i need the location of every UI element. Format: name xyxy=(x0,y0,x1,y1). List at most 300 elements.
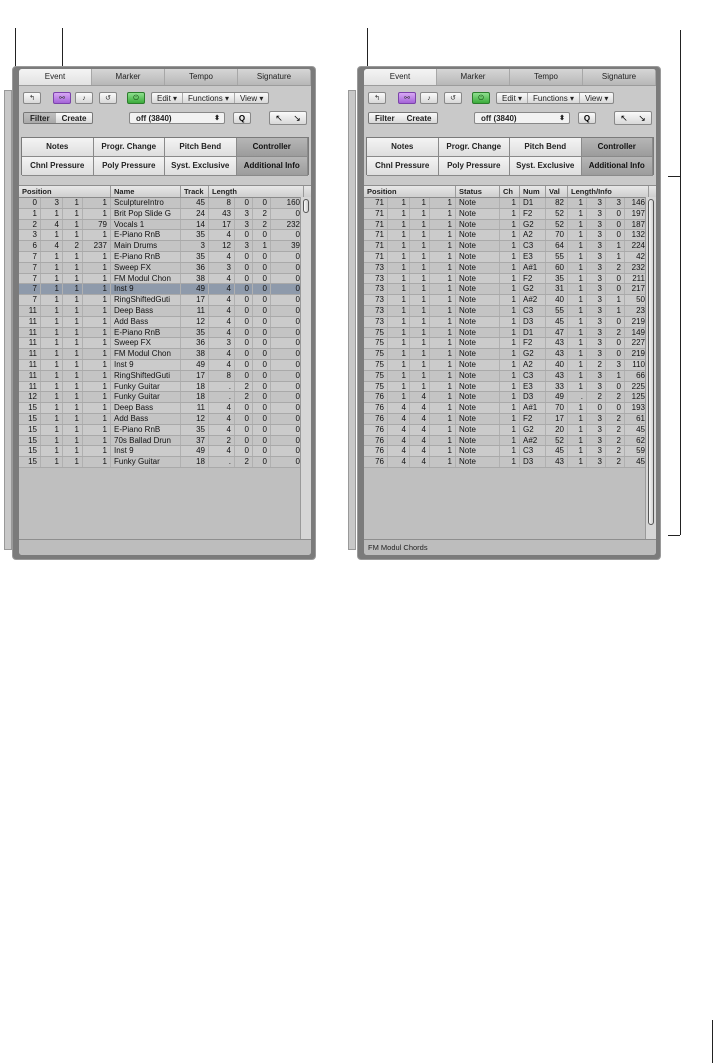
table-row[interactable] xyxy=(19,403,311,414)
len-bar: 4 xyxy=(209,403,235,413)
event-type-syst-exclusive[interactable]: Syst. Exclusive xyxy=(510,157,582,176)
quantize-dropdown[interactable] xyxy=(129,112,225,124)
functions-menu[interactable]: Functions ▾ xyxy=(183,93,235,103)
pos-div: 1 xyxy=(63,425,83,435)
col-position[interactable]: Position xyxy=(364,186,456,197)
pos-tick: 1 xyxy=(83,306,111,316)
len-div: 0 xyxy=(253,338,271,348)
link-button[interactable]: ⚯ xyxy=(53,92,71,104)
table-row[interactable] xyxy=(364,198,656,209)
event-type-poly-pressure[interactable]: Poly Pressure xyxy=(94,157,166,176)
col-status[interactable]: Status xyxy=(456,186,500,197)
len-bar: 8 xyxy=(209,198,235,208)
table-row[interactable] xyxy=(364,284,656,295)
len-div: 0 xyxy=(253,382,271,392)
track-cell: 11 xyxy=(181,306,209,316)
pos-bar: 11 xyxy=(19,306,41,316)
len-div: 0 xyxy=(606,338,625,348)
tab-event[interactable]: Event xyxy=(19,69,92,85)
pos-tick: 79 xyxy=(83,220,111,230)
len-beat: 3 xyxy=(587,446,606,456)
tab-signature[interactable]: Signature xyxy=(238,69,311,85)
pos-bar: 15 xyxy=(19,414,41,424)
len-bar: 1 xyxy=(568,198,587,208)
val-cell: 70 xyxy=(546,403,568,413)
event-type-chnl-pressure[interactable]: Chnl Pressure xyxy=(367,157,439,176)
len-div: 0 xyxy=(253,392,271,402)
table-row[interactable] xyxy=(364,457,656,468)
pos-div: 1 xyxy=(63,209,83,219)
len-div: 3 xyxy=(606,360,625,370)
filter-row xyxy=(364,109,656,127)
pos-tick: 1 xyxy=(430,446,456,456)
pos-tick: 1 xyxy=(83,284,111,294)
num-cell: C3 xyxy=(520,241,546,251)
tab-marker[interactable]: Marker xyxy=(92,69,165,85)
table-row[interactable] xyxy=(19,414,311,425)
len-div: 0 xyxy=(253,295,271,305)
pos-bar: 73 xyxy=(364,284,388,294)
pos-tick: 1 xyxy=(430,198,456,208)
col-val[interactable]: Val xyxy=(546,186,568,197)
pos-div: 1 xyxy=(63,457,83,467)
len-div: 1 xyxy=(606,252,625,262)
event-type-notes[interactable]: Notes xyxy=(22,138,94,157)
table-row[interactable] xyxy=(364,230,656,241)
table-row[interactable] xyxy=(19,241,311,252)
event-type-additional-info[interactable]: Additional Info xyxy=(237,157,309,176)
len-beat: 3 xyxy=(587,382,606,392)
pos-div: 1 xyxy=(63,436,83,446)
len-beat: 3 xyxy=(587,209,606,219)
len-bar: 1 xyxy=(568,446,587,456)
name-cell: Funky Guitar xyxy=(111,392,181,402)
pos-div: 4 xyxy=(410,425,430,435)
len-tick: 149 xyxy=(625,328,649,338)
len-tick: 0 xyxy=(271,338,304,348)
table-row[interactable] xyxy=(364,446,656,457)
pos-beat: 4 xyxy=(388,436,410,446)
table-row[interactable] xyxy=(364,414,656,425)
len-beat: 3 xyxy=(587,252,606,262)
len-div: 1 xyxy=(253,241,271,251)
table-row[interactable] xyxy=(364,252,656,263)
len-tick: 0 xyxy=(271,252,304,262)
table-row[interactable] xyxy=(19,220,311,231)
len-bar: 1 xyxy=(568,360,587,370)
len-tick: 0 xyxy=(271,457,304,467)
pos-div: 1 xyxy=(63,392,83,402)
pos-div: 1 xyxy=(410,317,430,327)
len-bar: 12 xyxy=(209,241,235,251)
len-beat: 0 xyxy=(235,230,253,240)
quantize-dropdown[interactable] xyxy=(474,112,570,124)
len-bar: 1 xyxy=(568,425,587,435)
pos-beat: 4 xyxy=(388,403,410,413)
event-list-panel-left xyxy=(12,66,316,560)
col-channel[interactable]: Ch xyxy=(500,186,520,197)
hierarchy-button[interactable]: ↰ xyxy=(368,92,386,104)
table-row[interactable] xyxy=(364,220,656,231)
table-row[interactable] xyxy=(364,360,656,371)
status-cell: Note xyxy=(456,230,500,240)
midi-in-button[interactable]: ⏻ xyxy=(127,92,145,104)
table-row[interactable] xyxy=(19,436,311,447)
event-type-pitch-bend[interactable]: Pitch Bend xyxy=(165,138,237,157)
table-row[interactable] xyxy=(19,382,311,393)
val-cell: 49 xyxy=(546,392,568,402)
name-cell: E-Piano RnB xyxy=(111,230,181,240)
len-tick: 0 xyxy=(271,317,304,327)
pos-beat: 1 xyxy=(41,446,63,456)
pos-tick: 1 xyxy=(83,252,111,262)
create-button[interactable]: Create xyxy=(401,113,438,123)
event-type-progr-change[interactable]: Progr. Change xyxy=(94,138,166,157)
table-row[interactable] xyxy=(19,425,311,436)
len-beat: 0 xyxy=(235,360,253,370)
len-bar: 43 xyxy=(209,209,235,219)
left-window-edge xyxy=(4,90,12,550)
status-cell: Note xyxy=(456,241,500,251)
pos-tick: 1 xyxy=(430,252,456,262)
view-menu[interactable]: View ▾ xyxy=(239,94,264,103)
pos-tick: 1 xyxy=(430,317,456,327)
table-row[interactable] xyxy=(364,328,656,339)
table-row[interactable] xyxy=(364,392,656,403)
pos-tick: 1 xyxy=(430,338,456,348)
val-cell: 31 xyxy=(546,284,568,294)
table-row[interactable] xyxy=(19,317,311,328)
channel-cell: 1 xyxy=(500,317,520,327)
table-row[interactable] xyxy=(19,371,311,382)
pos-bar: 73 xyxy=(364,295,388,305)
midi-out-button[interactable]: ♪ xyxy=(75,92,93,104)
table-row[interactable] xyxy=(364,349,656,360)
pos-div: 1 xyxy=(410,328,430,338)
len-bar: 1 xyxy=(568,349,587,359)
callout-line-4b xyxy=(668,176,680,177)
pos-div: 1 xyxy=(63,382,83,392)
len-beat: 3 xyxy=(587,317,606,327)
table-row[interactable] xyxy=(19,295,311,306)
pos-div: 1 xyxy=(63,317,83,327)
tab-marker[interactable]: Marker xyxy=(437,69,510,85)
table-row[interactable] xyxy=(19,274,311,285)
create-button[interactable]: Create xyxy=(56,113,93,123)
val-cell: 35 xyxy=(546,274,568,284)
val-cell: 43 xyxy=(546,371,568,381)
status-cell: Note xyxy=(456,252,500,262)
table-row[interactable] xyxy=(19,263,311,274)
pos-beat: 1 xyxy=(41,295,63,305)
pos-beat: 1 xyxy=(388,338,410,348)
len-beat: 0 xyxy=(235,317,253,327)
quantize-button[interactable]: Q xyxy=(233,112,251,124)
len-bar: 1 xyxy=(568,220,587,230)
len-bar: 1 xyxy=(568,295,587,305)
len-div: 0 xyxy=(253,349,271,359)
len-bar: 1 xyxy=(568,338,587,348)
table-row[interactable] xyxy=(364,403,656,414)
pos-beat: 1 xyxy=(41,317,63,327)
name-cell: Vocals 1 xyxy=(111,220,181,230)
len-bar: . xyxy=(568,392,587,402)
pos-beat: 1 xyxy=(41,371,63,381)
len-tick: 197 xyxy=(625,209,649,219)
len-div: 0 xyxy=(606,230,625,240)
pos-div: 1 xyxy=(63,338,83,348)
table-row[interactable] xyxy=(19,338,311,349)
pos-div: 4 xyxy=(410,446,430,456)
channel-cell: 1 xyxy=(500,403,520,413)
local-menu-bar xyxy=(151,92,269,104)
list-rows xyxy=(19,198,311,468)
len-div: 0 xyxy=(253,371,271,381)
pos-bar: 15 xyxy=(19,457,41,467)
table-row[interactable] xyxy=(364,382,656,393)
tab-tempo[interactable]: Tempo xyxy=(165,69,238,85)
status-cell: Note xyxy=(456,263,500,273)
vertical-scrollbar[interactable] xyxy=(300,197,311,539)
view-menu[interactable]: View ▾ xyxy=(584,94,609,103)
status-cell: Note xyxy=(456,220,500,230)
event-type-notes[interactable]: Notes xyxy=(367,138,439,157)
len-beat: 0 xyxy=(235,403,253,413)
pos-div: 1 xyxy=(410,371,430,381)
len-tick: 0 xyxy=(271,295,304,305)
event-type-syst-exclusive[interactable]: Syst. Exclusive xyxy=(165,157,237,176)
track-cell: 49 xyxy=(181,284,209,294)
table-row[interactable] xyxy=(19,446,311,457)
table-row[interactable] xyxy=(364,425,656,436)
num-cell: G2 xyxy=(520,220,546,230)
event-type-poly-pressure[interactable]: Poly Pressure xyxy=(439,157,511,176)
pos-div: 1 xyxy=(63,252,83,262)
len-bar: 1 xyxy=(568,241,587,251)
pos-bar: 76 xyxy=(364,392,388,402)
quantize-button[interactable]: Q xyxy=(578,112,596,124)
pos-beat: 4 xyxy=(41,241,63,251)
table-row[interactable] xyxy=(19,209,311,220)
pos-div: 1 xyxy=(410,198,430,208)
filter-button[interactable]: Filter xyxy=(24,113,56,123)
len-tick: 0 xyxy=(271,414,304,424)
table-row[interactable] xyxy=(364,306,656,317)
table-row[interactable] xyxy=(364,295,656,306)
len-beat: 0 xyxy=(587,403,606,413)
table-row[interactable] xyxy=(19,328,311,339)
pos-bar: 75 xyxy=(364,338,388,348)
table-row[interactable] xyxy=(19,230,311,241)
edit-menu[interactable]: Edit ▾ xyxy=(497,93,528,103)
table-row[interactable] xyxy=(19,360,311,371)
name-cell: Brit Pop Slide G xyxy=(111,209,181,219)
len-bar: 4 xyxy=(209,446,235,456)
list-header xyxy=(364,186,656,198)
filter-button[interactable]: Filter xyxy=(369,113,401,123)
len-beat: 3 xyxy=(587,263,606,273)
hierarchy-button[interactable]: ↰ xyxy=(23,92,41,104)
table-row[interactable] xyxy=(364,263,656,274)
pos-beat: 1 xyxy=(388,284,410,294)
event-type-progr-change[interactable]: Progr. Change xyxy=(439,138,511,157)
table-row[interactable] xyxy=(19,349,311,360)
len-tick: 125 xyxy=(625,392,649,402)
event-type-pitch-bend[interactable]: Pitch Bend xyxy=(510,138,582,157)
len-div: 0 xyxy=(253,414,271,424)
len-bar: 1 xyxy=(568,306,587,316)
col-track[interactable]: Track xyxy=(181,186,209,197)
len-div: 2 xyxy=(606,414,625,424)
track-cell: 49 xyxy=(181,360,209,370)
table-row[interactable] xyxy=(19,252,311,263)
name-cell: SculptureIntro xyxy=(111,198,181,208)
col-position[interactable]: Position xyxy=(19,186,111,197)
pos-tick: 1 xyxy=(430,436,456,446)
track-cell: 36 xyxy=(181,263,209,273)
len-beat: 0 xyxy=(235,338,253,348)
len-tick: 224 xyxy=(625,241,649,251)
pos-tick: 1 xyxy=(430,371,456,381)
table-row[interactable] xyxy=(364,436,656,447)
name-cell: 70s Ballad Drun xyxy=(111,436,181,446)
pos-beat: 1 xyxy=(41,230,63,240)
link-button[interactable]: ⚯ xyxy=(398,92,416,104)
pos-beat: 1 xyxy=(388,295,410,305)
table-row[interactable] xyxy=(364,274,656,285)
table-row[interactable] xyxy=(19,306,311,317)
vertical-scrollbar[interactable] xyxy=(645,197,656,539)
len-tick: 0 xyxy=(271,274,304,284)
track-cell: 11 xyxy=(181,403,209,413)
catch-button[interactable]: ↺ xyxy=(99,92,117,104)
pos-bar: 71 xyxy=(364,198,388,208)
name-cell: Sweep FX xyxy=(111,263,181,273)
scroll-thumb[interactable] xyxy=(303,199,309,213)
status-cell: Note xyxy=(456,360,500,370)
pos-div: 1 xyxy=(410,382,430,392)
len-beat: 2 xyxy=(235,392,253,402)
pos-beat: 1 xyxy=(388,230,410,240)
table-row[interactable] xyxy=(364,209,656,220)
pos-div: 1 xyxy=(63,198,83,208)
pos-div: 1 xyxy=(63,446,83,456)
scroll-thumb[interactable] xyxy=(648,199,654,525)
col-length[interactable]: Length xyxy=(209,186,304,197)
name-cell: E-Piano RnB xyxy=(111,425,181,435)
track-cell: 12 xyxy=(181,317,209,327)
len-tick: 0 xyxy=(271,371,304,381)
len-div: 0 xyxy=(253,328,271,338)
num-cell: A#1 xyxy=(520,403,546,413)
status-cell: Note xyxy=(456,414,500,424)
name-cell: E-Piano RnB xyxy=(111,328,181,338)
catch-button[interactable]: ↺ xyxy=(444,92,462,104)
pos-div: 1 xyxy=(63,403,83,413)
table-row[interactable] xyxy=(364,338,656,349)
midi-in-button[interactable]: ⏻ xyxy=(472,92,490,104)
table-row[interactable] xyxy=(364,317,656,328)
col-length-info[interactable]: Length/Info xyxy=(568,186,649,197)
pos-beat: 1 xyxy=(388,274,410,284)
event-type-additional-info[interactable]: Additional Info xyxy=(582,157,654,176)
channel-cell: 1 xyxy=(500,425,520,435)
tab-signature[interactable]: Signature xyxy=(583,69,656,85)
pos-beat: 1 xyxy=(41,306,63,316)
event-type-chnl-pressure[interactable]: Chnl Pressure xyxy=(22,157,94,176)
tab-tempo[interactable]: Tempo xyxy=(510,69,583,85)
dropdown-arrow-icon: ⬍ xyxy=(214,115,220,122)
table-row[interactable] xyxy=(19,457,311,468)
len-beat: 3 xyxy=(587,230,606,240)
status-cell: Note xyxy=(456,371,500,381)
pos-beat: 1 xyxy=(388,241,410,251)
dropdown-arrow-icon: ⬍ xyxy=(559,115,565,122)
midi-out-button[interactable]: ♪ xyxy=(420,92,438,104)
len-beat: 3 xyxy=(587,274,606,284)
quantize-value: off (3840) xyxy=(136,114,172,123)
val-cell: 52 xyxy=(546,220,568,230)
pos-bar: 73 xyxy=(364,306,388,316)
table-row[interactable] xyxy=(364,371,656,382)
edit-menu[interactable]: Edit ▾ xyxy=(152,93,183,103)
num-cell: F2 xyxy=(520,414,546,424)
tool-selector[interactable] xyxy=(269,111,307,125)
status-cell: Note xyxy=(456,317,500,327)
pos-tick: 1 xyxy=(430,328,456,338)
len-tick: 23 xyxy=(625,306,649,316)
tool-selector[interactable] xyxy=(614,111,652,125)
name-cell: Inst 9 xyxy=(111,446,181,456)
pos-tick: 1 xyxy=(430,230,456,240)
event-type-controller[interactable]: Controller xyxy=(237,138,309,157)
len-beat: 3 xyxy=(587,371,606,381)
pos-div: 1 xyxy=(410,209,430,219)
val-cell: 40 xyxy=(546,295,568,305)
name-cell: Funky Guitar xyxy=(111,382,181,392)
pos-div: 1 xyxy=(63,349,83,359)
table-row[interactable] xyxy=(19,392,311,403)
pos-div: 1 xyxy=(63,414,83,424)
len-bar: . xyxy=(209,382,235,392)
pos-beat: 3 xyxy=(41,198,63,208)
pos-beat: 1 xyxy=(41,349,63,359)
pos-beat: 1 xyxy=(41,414,63,424)
pos-tick: 237 xyxy=(83,241,111,251)
pos-div: 1 xyxy=(63,220,83,230)
functions-menu[interactable]: Functions ▾ xyxy=(528,93,580,103)
pos-div: 2 xyxy=(63,241,83,251)
event-type-controller[interactable]: Controller xyxy=(582,138,654,157)
track-cell: 36 xyxy=(181,338,209,348)
table-row[interactable] xyxy=(19,198,311,209)
len-tick: 227 xyxy=(625,338,649,348)
val-cell: 45 xyxy=(546,446,568,456)
col-num[interactable]: Num xyxy=(520,186,546,197)
pos-div: 1 xyxy=(410,274,430,284)
len-beat: 3 xyxy=(587,306,606,316)
col-name[interactable]: Name xyxy=(111,186,181,197)
tab-event[interactable]: Event xyxy=(364,69,437,85)
pos-tick: 1 xyxy=(430,306,456,316)
name-cell: E-Piano RnB xyxy=(111,252,181,262)
len-div: 0 xyxy=(606,317,625,327)
pos-tick: 1 xyxy=(430,360,456,370)
table-row[interactable] xyxy=(19,284,311,295)
pos-beat: 1 xyxy=(388,317,410,327)
table-row[interactable] xyxy=(364,241,656,252)
pos-tick: 1 xyxy=(430,425,456,435)
